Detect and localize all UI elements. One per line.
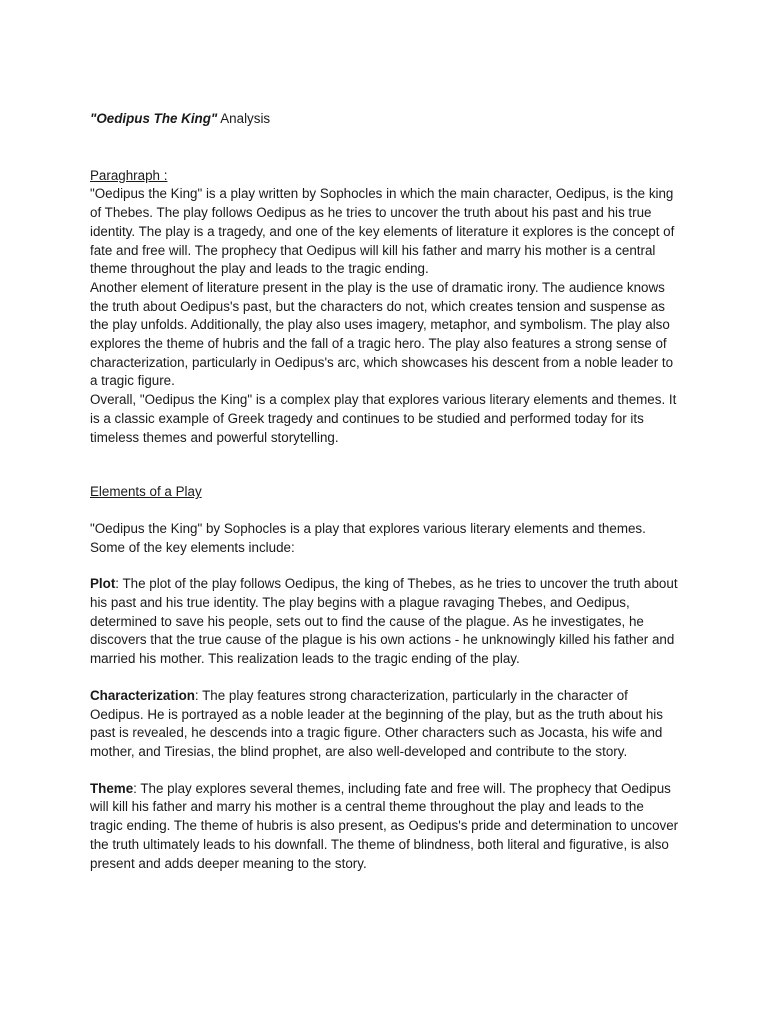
document-page — [90, 110, 680, 873]
elements-intro: "Oedipus the King" by Sophocles is a play that explores various literary elements and themes. Some of the key elements include: — [90, 520, 646, 555]
element-characterization-text: : The play features strong characterization, particularly in the character of Oedipus. He is portrayed as a noble leader at the beginning of the play, but as the truth about his past is revealed, he descends into a tragic figure. Other characters such as Jocasta, his wife and mother, and Tiresias, the blind prophet, are also well-developed and contribute to the story. — [90, 687, 663, 759]
title-play-name: "Oedipus The King" — [90, 111, 218, 126]
paragraph-2: Another element of literature present in the play is the use of dramatic irony. The audience knows the truth about Oedipus's past, but the characters do not, which creates tension and suspense as the play unfolds. Additionally, the play also uses imagery, metaphor, and symbolism. The play also explores the theme of hubris and the fall of a tragic hero. The play also features a strong sense of characterization, particularly in Oedipus's arc, which showcases his descent from a noble leader to a tragic figure. — [90, 279, 674, 389]
elements-heading: Elements of a Play — [90, 484, 202, 500]
element-plot-text: : The plot of the play follows Oedipus, the king of Thebes, as he tries to uncover the truth about his past and his true identity. The play begins with a plague ravaging Thebes, and Oedipus, determined to save his people, sets out to find the cause of the plague. As he investigates, he discovers that the true cause of the plague is his own actions - he unknowingly killed his father and married his mother. This realization leads to the tragic ending of the play. — [90, 576, 678, 667]
element-plot-label: Plot — [90, 576, 116, 592]
element-theme-text: : The play explores several themes, including fate and free will. The prophecy that Oedipus will kill his father and marry his mother is a central theme throughout the play and leads to the tragic ending. The theme of hubris is also present, as Oedipus's pride and determination to uncover the truth ultimately leads to his downfall. The theme of blindness, both literal and figurative, is also present and adds deeper meaning to the story. — [90, 780, 679, 871]
element-theme — [90, 780, 680, 874]
element-plot — [90, 575, 680, 669]
element-characterization — [90, 687, 680, 762]
element-theme-label: Theme — [90, 780, 134, 796]
paragraph-3: Overall, "Oedipus the King" is a complex play that explores various literary elements and themes. It is a classic example of Greek tragedy and continues to be studied and performed today for its timeless themes and powerful storytelling. — [90, 392, 677, 445]
paragraph-1: "Oedipus the King" is a play written by Sophocles in which the main character, Oedipus, is the king of Thebes. The play follows Oedipus as he tries to uncover the truth about his past and his true identity. The play is a tragedy, and one of the key elements of literature it explores is the concept of fate and free will. The prophecy that Oedipus will kill his father and marry his mother is a central theme throughout the play and leads to the tragic ending. — [90, 186, 675, 277]
element-characterization-label: Characterization — [90, 687, 195, 703]
document-title — [90, 110, 680, 129]
paragraph-heading: Paraghraph : — [90, 167, 168, 183]
title-suffix: Analysis — [217, 111, 271, 126]
